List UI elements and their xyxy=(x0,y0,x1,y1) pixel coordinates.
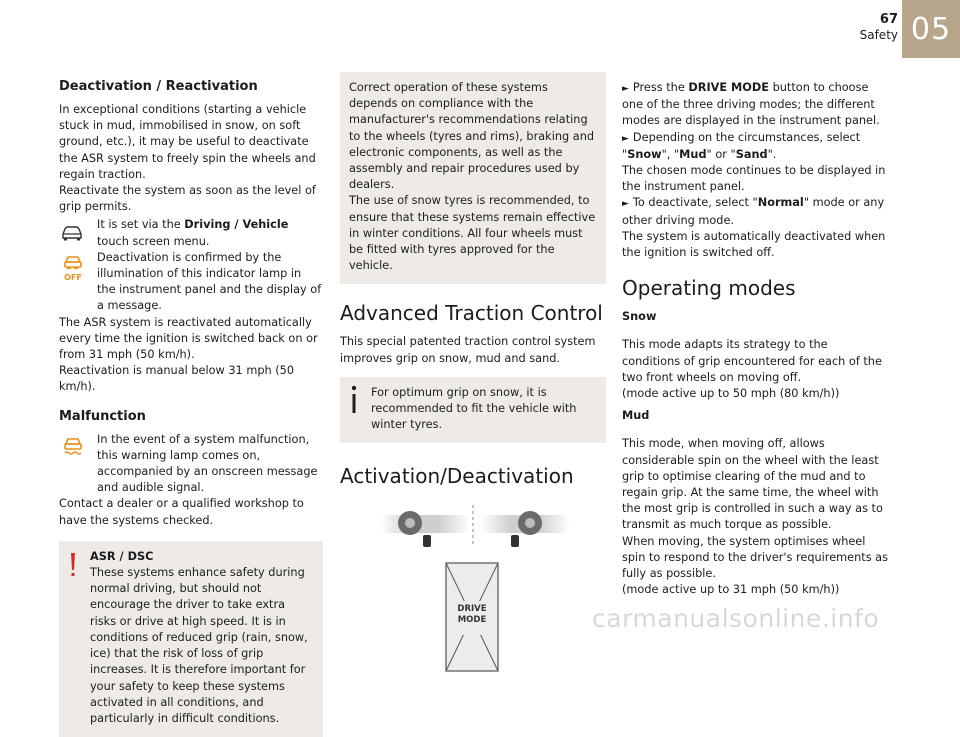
touch-menu-text: It is set via the Driving / Vehicle touch screen menu. xyxy=(97,218,289,248)
column-left xyxy=(59,72,323,737)
indicator-row xyxy=(59,250,323,315)
column-right xyxy=(622,80,888,598)
step-select-mode: ► Depending on the circumstances, select "Snow", "Mud" or "Sand". xyxy=(622,130,861,161)
step-press-drive-mode: ► Press the DRIVE MODE button to choose one of the three driving modes; the different modes are displayed in the instrument panel. xyxy=(622,81,880,128)
arrow-icon: ► xyxy=(622,199,629,210)
paragraph-reactivate: Reactivate the system as soon as the level of grip permits. xyxy=(59,184,316,214)
paragraph-contact-dealer: Contact a dealer or a qualified workshop to have the systems checked. xyxy=(59,497,304,527)
paragraph-atc: This special patented traction control system improves grip on snow, mud and sand. xyxy=(340,335,596,365)
page-header xyxy=(660,0,960,58)
arrow-icon: ► xyxy=(622,133,629,144)
driving-vehicle-menu: Driving / Vehicle xyxy=(184,218,289,232)
heading-mud: Mud xyxy=(622,409,650,423)
exclamation-icon xyxy=(69,551,77,577)
paragraph-mud-1: This mode, when moving off, allows considerable spin on the wheel with the least grip to optimise clearing of the mud and to regain grip. At the same time, the wheel with the most grip is controlled in such a way as to transmit as much torque as possible. xyxy=(622,437,883,532)
paragraph-snow-speed: (mode active up to 50 mph (80 km/h)) xyxy=(622,387,840,401)
recommendation-text-1: Correct operation of these systems depends on compliance with the manufacturer's recommendations relating to the wheels (tyres and rims), braking and electronic components, as well as the assembly and repair procedures used by dealers. xyxy=(349,81,595,192)
paragraph-mud-2: When moving, the system optimises wheel spin to respond to the driver's requirements as fully as possible. xyxy=(622,534,888,581)
heading-malfunction: Malfunction xyxy=(59,408,146,424)
heading-advanced-traction-control: Advanced Traction Control xyxy=(340,301,603,326)
paragraph-auto-deactivation: The system is automatically deactivated when the ignition is switched off. xyxy=(622,229,886,260)
section-title: Safety xyxy=(859,28,898,42)
malfunction-row xyxy=(59,432,323,497)
paragraph-manual-reactivation: Reactivation is manual below 31 mph (50 km/h). xyxy=(59,364,295,394)
drive-mode-label-line2: MODE xyxy=(457,615,487,626)
column-middle xyxy=(340,72,606,681)
heading-snow: Snow xyxy=(622,310,657,324)
watermark: carmanualsonline.info xyxy=(592,604,880,633)
touch-menu-row xyxy=(59,217,323,249)
paragraph-auto-reactivation: The ASR system is reactivated automatically every time the ignition is switched back on or from 31 mph (50 km/h). xyxy=(59,315,318,362)
malfunction-text: In the event of a system malfunction, this warning lamp comes on, accompanied by an onscreen message and audible signal. xyxy=(97,432,318,495)
drive-mode-button[interactable] xyxy=(452,604,492,626)
heading-operating-modes: Operating modes xyxy=(622,276,796,301)
recommendation-text-2: The use of snow tyres is recommended, to ensure that these systems remain effective in winter conditions. All four wheels must be fitted with tyres approved for the vehicle. xyxy=(349,194,596,273)
warning-box xyxy=(59,541,323,737)
warning-title: ASR / DSC xyxy=(90,549,154,563)
info-text: For optimum grip on snow, it is recommended to fit the vehicle with winter tyres. xyxy=(371,385,577,432)
info-icon xyxy=(349,385,359,415)
recommendation-box xyxy=(340,72,606,284)
info-box xyxy=(340,377,606,444)
asr-warning-lamp-icon xyxy=(59,434,87,462)
paragraph-mud-speed: (mode active up to 31 mph (50 km/h)) xyxy=(622,583,840,597)
arrow-icon: ► xyxy=(622,84,629,94)
chapter-tab: 05 xyxy=(902,0,960,58)
paragraph-chosen-mode: The chosen mode continues to be displayed in the instrument panel. xyxy=(622,164,886,194)
warning-text: These systems enhance safety during normal driving, but should not encourage the driver to take extra risks or drive at high speed. It is in conditions of reduced grip (rain, snow, ice) that the risk of loss of grip increases. It is therefore important for your safety to keep these systems activated in all conditions, and particularly in difficult conditions. xyxy=(90,566,308,725)
step-deactivate: ► To deactivate, select "Normal" mode or any other driving mode. xyxy=(622,196,885,227)
paragraph-deactivation: In exceptional conditions (starting a vehicle stuck in mud, immobilised in snow, on soft ground, etc.), it may be useful to deactivate the ASR system to freely spin the wheels and regain traction. xyxy=(59,103,316,181)
heading-activation-deactivation: Activation/Deactivation xyxy=(340,464,574,489)
asr-off-indicator-icon xyxy=(59,252,87,280)
paragraph-snow: This mode adapts its strategy to the conditions of grip encountered for each of the two front wheels on moving off. xyxy=(622,338,882,384)
svg-text:OFF: OFF xyxy=(64,272,82,282)
drive-mode-label-line1: DRIVE xyxy=(457,604,487,615)
heading-deactivation: Deactivation / Reactivation xyxy=(59,79,258,94)
indicator-confirm-text: Deactivation is confirmed by the illumination of this indicator lamp in the instrument panel and the display of a message. xyxy=(97,250,322,313)
drive-mode-illustration xyxy=(340,501,606,681)
page-number: 67 xyxy=(879,12,898,27)
car-touchscreen-icon xyxy=(59,219,87,247)
